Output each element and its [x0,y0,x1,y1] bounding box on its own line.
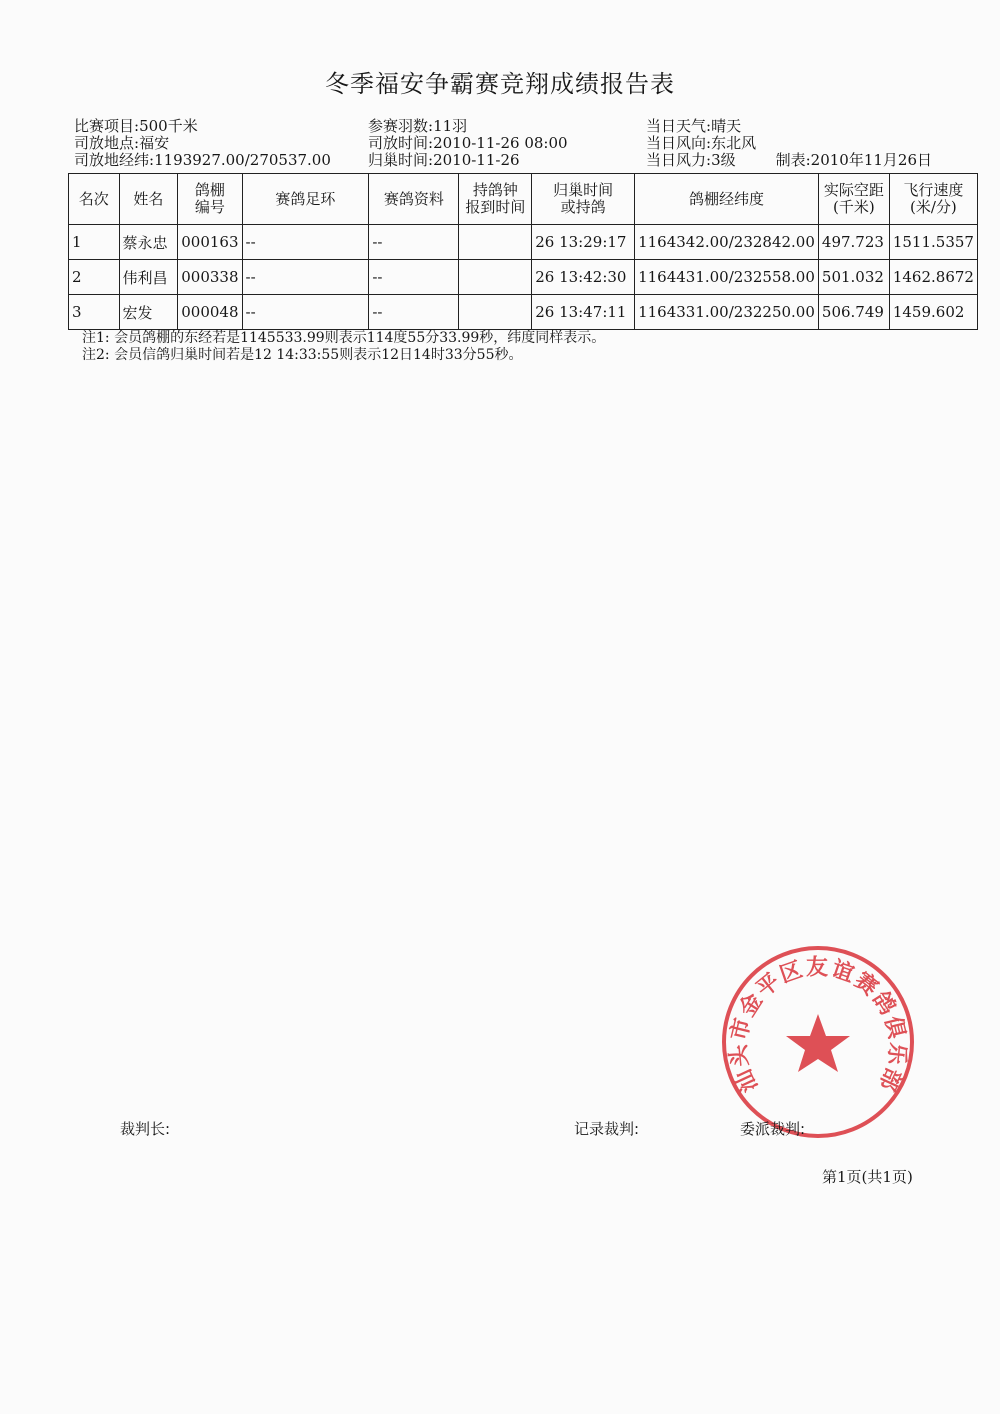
cell-rank: 1 [69,225,120,260]
return-time-label: 归巢时间: [368,151,434,169]
seal-text: 汕头市金平区友谊赛鸽俱乐部 [725,954,911,1097]
release-place-label: 司放地点: [74,134,140,152]
release-time-value: 2010-11-26 08:00 [433,134,568,152]
cell-speed: 1511.5357 [889,225,977,260]
cell-speed: 1462.8672 [889,260,977,295]
info-column-right [646,118,932,169]
entries-row [368,118,568,135]
release-time-row [368,135,568,152]
made-label: 制表: [775,151,811,169]
release-place-row [74,135,331,152]
header-loft-line2: 编号 [194,198,225,216]
notes [82,330,605,364]
cell-distance: 506.749 [818,295,889,330]
cell-time: 26 13:42:30 [532,260,635,295]
cell-clock [459,295,532,330]
header-loft [178,174,242,225]
weather-label: 当日天气: [646,117,712,135]
cell-distance: 501.032 [818,260,889,295]
cell-loft: 000338 [178,260,242,295]
record-referee-label: 记录裁判: [574,1120,640,1138]
header-time [532,174,635,225]
header-speed-line2: (米/分) [910,198,957,216]
cell-time: 26 13:29:17 [532,225,635,260]
cell-info: -- [369,295,459,330]
weather-row [646,118,932,135]
return-time-value: 2010-11-26 [433,151,520,169]
header-distance-line2: (千米) [833,198,875,216]
cell-rank: 3 [69,295,120,330]
page-number: 第1页(共1页) [822,1168,913,1186]
official-seal [718,942,918,1142]
cell-info: -- [369,260,459,295]
release-coords-label: 司放地经纬: [74,151,155,169]
cell-info: -- [369,225,459,260]
table-row [69,225,978,260]
made-value: 2010年11月26日 [810,151,933,169]
cell-loft: 000163 [178,225,242,260]
wind-force-label: 当日风力: [646,151,712,169]
cell-coords: 1164342.00/232842.00 [635,225,819,260]
header-distance-line1: 实际空距 [823,181,884,199]
results-table [68,173,978,330]
cell-name: 伟利昌 [119,260,178,295]
wind-direction-value: 东北风 [711,134,757,152]
table-header-row [69,174,978,225]
wind-direction-label: 当日风向: [646,134,712,152]
release-time-label: 司放时间: [368,134,434,152]
cell-loft: 000048 [178,295,242,330]
return-time-row [368,152,568,169]
entries-value: 11羽 [433,117,468,135]
cell-ring: -- [242,225,369,260]
chief-referee-label: 裁判长: [120,1120,171,1138]
cell-speed: 1459.602 [889,295,977,330]
star-icon [786,1014,850,1072]
cell-name: 宏发 [119,295,178,330]
weather-value: 晴天 [711,117,742,135]
header-loft-line1: 鸽棚 [194,181,225,199]
header-speed-line1: 飞行速度 [903,181,964,199]
header-clock-line2: 报到时间 [465,198,526,216]
appointed-referee-label: 委派裁判: [740,1120,806,1138]
release-coords-value: 1193927.00/270537.00 [154,151,331,169]
release-place-value: 福安 [139,134,170,152]
cell-clock [459,225,532,260]
cell-time: 26 13:47:11 [532,295,635,330]
header-name: 姓名 [119,174,178,225]
page-title: 冬季福安争霸赛竞翔成绩报告表 [325,70,675,98]
info-column-left [74,118,331,169]
wind-force-row [646,152,932,169]
header-speed [889,174,977,225]
table-row [69,260,978,295]
header-clock [459,174,532,225]
note-1: 注1: 会员鸽棚的东经若是1145533.99则表示114度55分33.99秒，纬度同样表示。 [82,330,606,346]
note-2: 注2: 会员信鸽归巢时间若是12 14:33:55则表示12日14时33分55秒。 [82,347,523,363]
event-row [74,118,331,135]
cell-coords: 1164331.00/232250.00 [635,295,819,330]
header-coords: 鸽棚经纬度 [635,174,819,225]
cell-ring: -- [242,295,369,330]
header-distance [818,174,889,225]
info-column-middle [368,118,568,169]
header-rank: 名次 [69,174,120,225]
wind-direction-row [646,135,932,152]
event-value: 500千米 [139,117,198,135]
table-row [69,295,978,330]
wind-force-value: 3级 [711,151,736,169]
release-coords-row [74,152,331,169]
entries-label: 参赛羽数: [368,117,434,135]
cell-clock [459,260,532,295]
cell-coords: 1164431.00/232558.00 [635,260,819,295]
header-clock-line1: 持鸽钟 [472,181,518,199]
header-time-line2: 或持鸽 [560,198,606,216]
cell-ring: -- [242,260,369,295]
header-info: 赛鸽资料 [369,174,459,225]
cell-name: 蔡永忠 [119,225,178,260]
made-date [776,151,932,169]
event-label: 比赛项目: [74,117,140,135]
header-time-line1: 归巢时间 [553,181,614,199]
header-ring: 赛鸽足环 [242,174,369,225]
cell-rank: 2 [69,260,120,295]
cell-distance: 497.723 [818,225,889,260]
